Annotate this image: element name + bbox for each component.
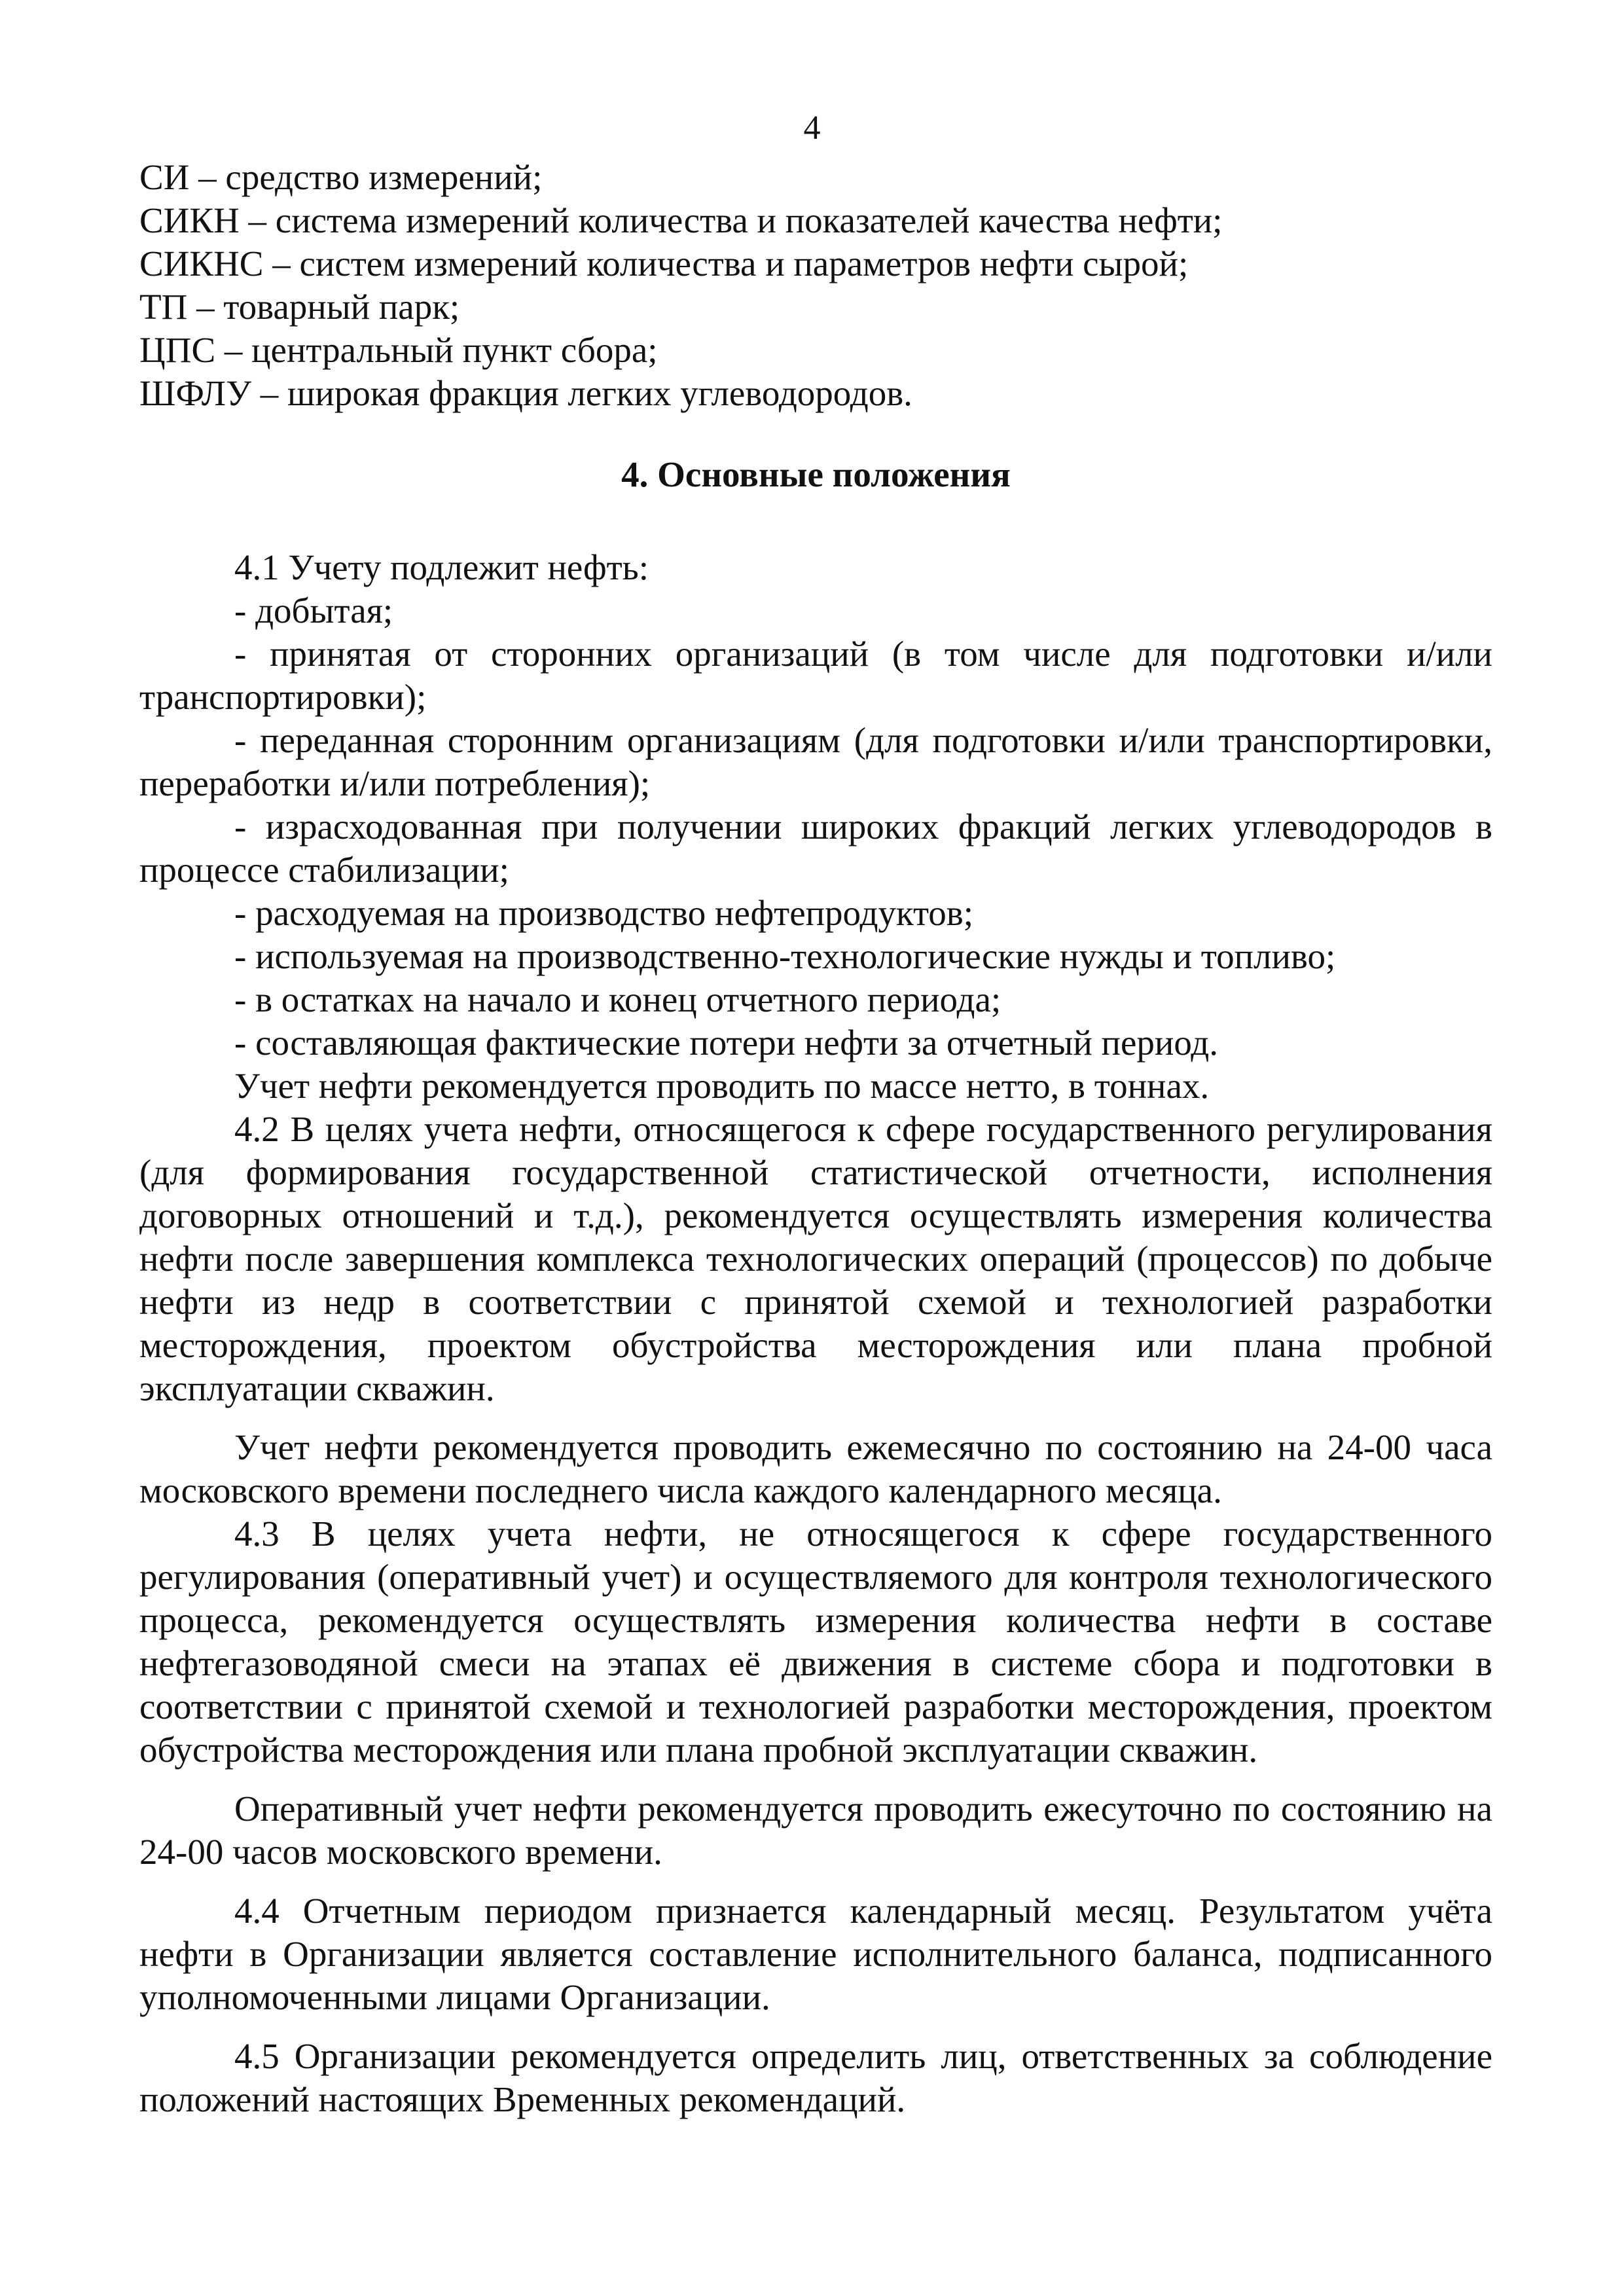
abbreviation-item: СИКНС – систем измерений количества и параметров нефти сырой;: [139, 244, 1189, 283]
abbreviation-item: СИ – средство измерений;: [139, 157, 543, 197]
list-item: - израсходованная при получении широких фракций легких углеводородов в процессе стабилизации;: [139, 807, 1492, 890]
abbreviation-list: [139, 156, 1492, 415]
list-item: - принятая от сторонних организаций (в том числе для подготовки и/или транспортировки);: [139, 634, 1492, 717]
abbreviation-item: ШФЛУ – широкая фракция легких углеводородов.: [139, 373, 912, 413]
paragraph-4-3: 4.3 В целях учета нефти, не относящегося к сфере государственного регулирования (оперативный учет) и осуществляемого для контроля технологического процесса, рекомендуется осуществлять измерения количества нефти в составе нефтегазоводяной смеси на этапах её движения в системе сбора и подготовки в соответствии с принятой схемой и технологией разработки месторождения, проектом обустройства месторождения или плана пробной эксплуатации скважин.: [139, 1514, 1492, 1770]
paragraph-monthly: Учет нефти рекомендуется проводить ежемесячно по состоянию на 24-00 часа московского времени последнего числа каждого календарного месяца.: [139, 1427, 1492, 1510]
list-item: - используемая на производственно-технологические нужды и топливо;: [234, 936, 1336, 976]
document-body: [139, 156, 1492, 2121]
section-heading: 4. Основные положения: [621, 454, 1011, 494]
paragraph-4-4: 4.4 Отчетным периодом признается календарный месяц. Результатом учёта нефти в Организации является составление исполнительного баланса, подписанного уполномоченными лицами Организации.: [139, 1891, 1492, 2017]
abbreviation-item: ЦПС – центральный пункт сбора;: [139, 330, 658, 370]
list-item: - в остатках на начало и конец отчетного периода;: [234, 979, 1001, 1019]
abbreviation-item: СИКН – система измерений количества и показателей качества нефти;: [139, 200, 1223, 240]
paragraph-4-1: 4.1 Учету подлежит нефть:: [234, 547, 649, 587]
paragraph-daily: Оперативный учет нефти рекомендуется проводить ежесуточно по состоянию на 24-00 часов московского времени.: [139, 1789, 1492, 1872]
paragraph-mass: Учет нефти рекомендуется проводить по массе нетто, в тоннах.: [234, 1066, 1210, 1106]
list-item: - составляющая фактические потери нефти за отчетный период.: [234, 1023, 1218, 1063]
paragraph-4-2: 4.2 В целях учета нефти, относящегося к сфере государственного регулирования (для формирования государственной статистической отчетности, исполнения договорных отношений и т.д.), рекомендуется осуществлять измерения количества нефти после завершения комплекса технологических операций (процессов) по добыче нефти из недр в соответствии с принятой схемой и технологией разработки месторождения, проектом обустройства месторождения или плана пробной эксплуатации скважин.: [139, 1109, 1492, 1408]
abbreviation-item: ТП – товарный парк;: [139, 287, 460, 327]
paragraph-4-5: 4.5 Организации рекомендуется определить лиц, ответственных за соблюдение положений настоящих Временных рекомендаций.: [139, 2036, 1492, 2119]
page-number: 4: [803, 109, 821, 147]
list-item: - переданная сторонним организациям (для подготовки и/или транспортировки, переработки и/или потребления);: [139, 720, 1492, 803]
list-item: - добытая;: [234, 591, 393, 630]
list-item: - расходуемая на производство нефтепродуктов;: [234, 893, 974, 933]
